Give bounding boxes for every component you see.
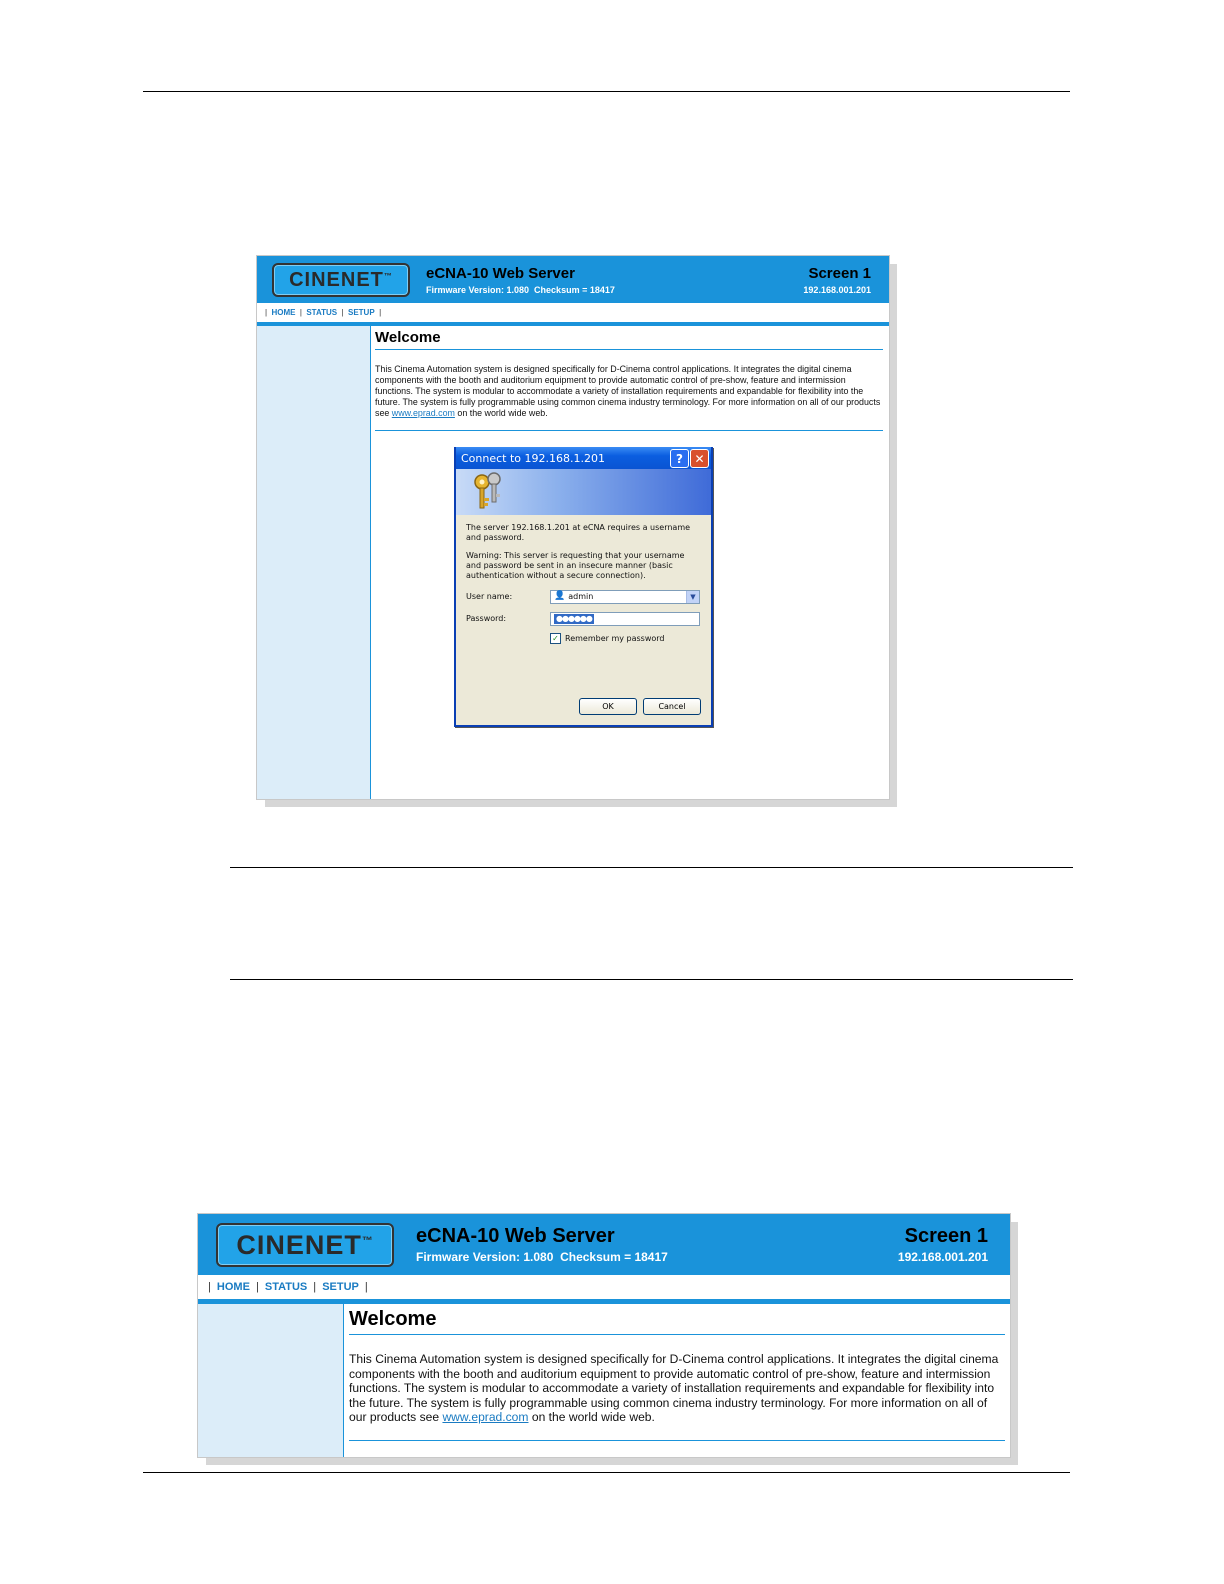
nav-setup-2[interactable]: SETUP: [322, 1281, 359, 1293]
remember-label: Remember my password: [565, 633, 665, 643]
screenshot-2: [197, 1213, 1011, 1458]
ip-address: 192.168.001.201: [803, 285, 871, 295]
password-row: [466, 611, 701, 627]
cinenet-logo-2: CINENET™: [216, 1223, 394, 1267]
paragraph-divider: [375, 430, 883, 431]
login-dialog: [454, 447, 713, 727]
firmware-line: Firmware Version: 1.080 Checksum = 18417: [426, 285, 615, 295]
username-row: [466, 589, 701, 605]
nav-setup[interactable]: SETUP: [348, 308, 375, 317]
nav-bar: | HOME | STATUS | SETUP |: [265, 308, 382, 317]
note-rule-top: [230, 867, 1073, 868]
screenshot-1: [256, 255, 890, 800]
welcome-paragraph: This Cinema Automation system is designed specifically for D-Cinema control applications. It integrates the digital cinema components with the booth and auditorium equipment to provide automatic control of pre-show, feature and intermission functions. The system is modular to accommodate a variety of installation requirements and expandable for flexibility into the future. The system is fully programmable using common cinema industry terminology. For more information on all of our products see www.eprad.com on the world wide web.: [375, 364, 881, 418]
footer-rule: [143, 1472, 1070, 1473]
dialog-title: Connect to 192.168.1.201: [461, 451, 605, 465]
welcome-heading: Welcome: [375, 329, 441, 346]
sidebar-2: [198, 1304, 344, 1457]
welcome-paragraph-2: This Cinema Automation system is designed specifically for D-Cinema control applications. It integrates the digital cinema components with the booth and auditorium equipment to provide automatic control of pre-show, feature and intermission functions. The system is modular to accommodate a variety of installation requirements and expandable for flexibility into the future. The system is fully programmable using common cinema industry terminology. For more information on all of our products see www.eprad.com on the world wide web.: [349, 1352, 999, 1424]
username-value: admin: [568, 592, 594, 601]
dialog-message: The server 192.168.1.201 at eCNA requires a username and password.: [466, 523, 691, 542]
dialog-body: [456, 515, 711, 644]
eprad-link-2[interactable]: www.eprad.com: [442, 1410, 529, 1424]
app-title: eCNA-10 Web Server: [426, 265, 575, 282]
cancel-button[interactable]: Cancel: [643, 698, 701, 715]
password-field[interactable]: [550, 612, 700, 626]
ip-address-2: 192.168.001.201: [897, 1250, 988, 1264]
remember-row: [550, 633, 701, 644]
chevron-down-icon[interactable]: ▼: [686, 591, 699, 603]
heading-divider: [375, 349, 883, 350]
firmware-line-2: Firmware Version: 1.080 Checksum = 18417: [416, 1250, 668, 1264]
nav-bar-2: | HOME | STATUS | SETUP |: [208, 1281, 368, 1293]
eprad-link[interactable]: www.eprad.com: [391, 408, 455, 418]
sidebar: [257, 326, 371, 799]
nav-status[interactable]: STATUS: [306, 308, 338, 317]
nav-home-2[interactable]: HOME: [216, 1281, 250, 1293]
welcome-heading-2: Welcome: [349, 1308, 437, 1330]
heading-divider-2: [349, 1334, 1005, 1335]
note-rule-bottom: [230, 979, 1073, 980]
screen-label-2: Screen 1: [904, 1225, 988, 1247]
password-label: Password:: [466, 614, 507, 623]
content-area-2: [349, 1306, 1005, 1441]
username-field[interactable]: [550, 590, 700, 604]
header-bar-2: [198, 1214, 1010, 1275]
username-label: User name:: [466, 592, 513, 601]
user-icon: 👤: [554, 591, 566, 602]
help-button[interactable]: ?: [670, 449, 689, 468]
ok-button[interactable]: OK: [579, 698, 637, 715]
cinenet-logo: CINENET™: [272, 263, 410, 297]
screen-label: Screen 1: [808, 265, 871, 282]
remember-checkbox[interactable]: ✓: [550, 633, 561, 644]
password-value: ●●●●●●: [556, 614, 592, 623]
content-area: [375, 328, 883, 431]
paragraph-divider-2: [349, 1440, 1005, 1441]
close-button[interactable]: ✕: [690, 449, 709, 468]
nav-home[interactable]: HOME: [271, 308, 296, 317]
header-rule: [143, 91, 1070, 92]
app-title-2: eCNA-10 Web Server: [416, 1225, 615, 1247]
nav-status-2[interactable]: STATUS: [264, 1281, 308, 1293]
dialog-titlebar: [456, 447, 711, 469]
dialog-banner: [456, 469, 711, 515]
keys-icon: [468, 470, 508, 514]
dialog-buttons: [579, 698, 701, 715]
header-bar: [257, 256, 889, 303]
dialog-warning: Warning: This server is requesting that your username and password be sent in an insecure manner (basic authentication without a secure connection).: [466, 551, 685, 580]
